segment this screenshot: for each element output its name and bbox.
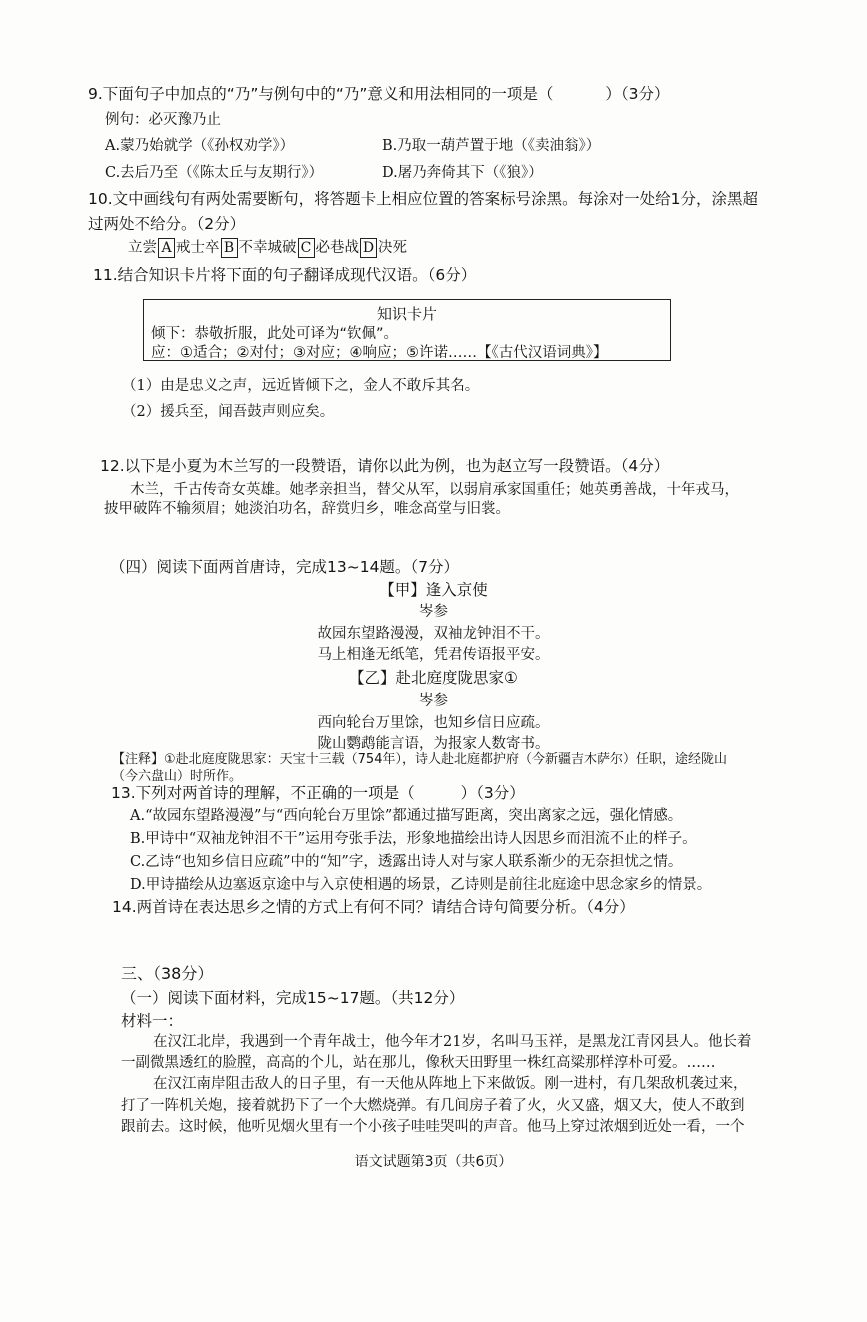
- q12-stem: 12.以下是小夏为木兰写的一段赞语，请你以此为例，也为赵立写一段赞语。（4分）: [100, 457, 670, 475]
- break-mark-b[interactable]: B: [221, 238, 238, 258]
- knowledge-card-title: 知识卡片: [376, 305, 437, 323]
- material-one-label: 材料一：: [121, 1012, 184, 1030]
- q9-option-d: D.屠乃奔倚其下（《狼》）: [382, 165, 543, 181]
- section3-subheading: （一）阅读下面材料，完成15~17题。（共12分）: [121, 989, 465, 1007]
- q9-example: 例句：必灭豫乃止: [105, 112, 221, 128]
- poem-a-author: 岑参: [419, 604, 448, 620]
- material-para-line5: 跟前去。这时候，他听见烟火里有一个小孩子哇哇哭叫的声音。他马上穿过浓烟到近处一看，一个: [121, 1119, 745, 1135]
- q12-sample-line2: 披甲破阵不输须眉；她淡泊功名，辞赏归乡，唯念高堂与旧裳。: [104, 501, 510, 517]
- q13-option-b: B.甲诗中“双袖龙钟泪不干”运用夸张手法，形象地描绘出诗人因思乡而泪流不止的样子。: [130, 831, 697, 847]
- q10-stem-line2: 过两处不给分。（2分）: [88, 215, 246, 233]
- section3-heading: 三、（38分）: [121, 964, 214, 983]
- q9-option-a: A.蒙乃始就学（《孙权劝学》）: [105, 138, 295, 154]
- q12-sample-line1: 木兰，千古传奇女英雄。她孝亲担当，替父从军，以弱肩承家国重任；她英勇善战，十年戎马，: [130, 482, 739, 498]
- poem-b-title: 【乙】赴北庭度陇思家①: [349, 669, 518, 687]
- section4-heading: （四）阅读下面两首唐诗，完成13~14题。（7分）: [110, 558, 460, 576]
- q14-stem: 14.两首诗在表达思乡之情的方式上有何不同？请结合诗句简要分析。（4分）: [112, 898, 635, 916]
- q9-stem: 9.下面句子中加点的“乃”与例句中的“乃”意义和用法相同的一项是（ ）（3分）: [88, 85, 670, 103]
- break-mark-c[interactable]: C: [298, 238, 315, 258]
- q11-sentence-1: （1）由是忠义之声，远近皆倾下之，金人不敢斥其名。: [122, 378, 480, 394]
- material-para-line1: 在汉江北岸，我遇到一个青年战士，他今年才21岁，名叫马玉祥，是黑龙江青冈县人。他长着: [153, 1034, 752, 1050]
- q13-stem: 13.下列对两首诗的理解，不正确的一项是（ ）（3分）: [111, 784, 525, 802]
- material-para-line2: 一副微黑透红的脸膛，高高的个儿，站在那儿，像秋天田野里一株红高粱那样淳朴可爱。……: [121, 1055, 716, 1071]
- q13-option-a: A.“故园东望路漫漫”与“西向轮台万里馀”都通过描写距离，突出离家之远，强化情感。: [130, 808, 683, 824]
- material-para-line3: 在汉江南岸阻击敌人的日子里，有一天他从阵地上下来做饭。刚一进村，有几架敌机袭过来，: [153, 1076, 748, 1092]
- break-mark-d[interactable]: D: [360, 238, 377, 258]
- q10-sentence: 立尝 A 戒士卒 B 不幸城破 C 必巷战 D 决死: [128, 240, 407, 256]
- q11-sentence-2: （2）援兵至，闻吾鼓声则应矣。: [122, 404, 335, 420]
- poem-note-line1: 【注释】①赴北庭度陇思家：天宝十三载（754年），诗人赴北庭都护府（今新疆吉木萨尔）任职，途经陇山: [112, 752, 727, 767]
- q10-stem-line1: 10.文中画线句有两处需要断句，将答题卡上相应位置的答案标号涂黑。每涂对一处给1分，涂黑超: [88, 190, 759, 208]
- q13-option-d: D.甲诗描绘从边塞返京途中与入京使相遇的场景，乙诗则是前往北庭途中思念家乡的情景。: [130, 877, 712, 893]
- page-footer: 语文试题第3页（共6页）: [354, 1154, 513, 1170]
- poem-b-line1: 西向轮台万里馀，也知乡信日应疏。: [317, 715, 550, 731]
- q9-option-c: C.去后乃至（《陈太丘与友期行》）: [105, 165, 324, 181]
- q9-option-b: B.乃取一葫芦置于地（《卖油翁》）: [382, 138, 601, 154]
- poem-a-title: 【甲】逢入京使: [379, 581, 488, 599]
- q13-option-c: C.乙诗“也知乡信日应疏”中的“知”字，透露出诗人对与家人联系渐少的无奈担忧之情。: [130, 854, 683, 870]
- poem-note-line2: （今六盘山）时所作。: [112, 769, 243, 784]
- poem-b-line2: 陇山鹦鹉能言语，为报家人数寄书。: [317, 736, 550, 752]
- poem-b-author: 岑参: [419, 693, 448, 709]
- break-mark-a[interactable]: A: [158, 238, 175, 258]
- poem-a-line2: 马上相逢无纸笔，凭君传语报平安。: [317, 647, 550, 663]
- knowledge-card: [143, 299, 671, 361]
- q11-stem: 11.结合知识卡片将下面的句子翻译成现代汉语。（6分）: [93, 266, 477, 284]
- poem-a-line1: 故园东望路漫漫，双袖龙钟泪不干。: [317, 626, 550, 642]
- material-para-line4: 打了一阵机关炮，接着就扔下了一个大燃烧弹。有几间房子着了火，火又盛，烟又大，使人不敢到: [121, 1098, 745, 1114]
- knowledge-card-line1: 倾下：恭敬折服，此处可译为“钦佩”。: [151, 326, 399, 342]
- knowledge-card-line2: 应：①适合；②对付；③对应；④响应；⑤许诺……【《古代汉语词典》】: [151, 345, 608, 361]
